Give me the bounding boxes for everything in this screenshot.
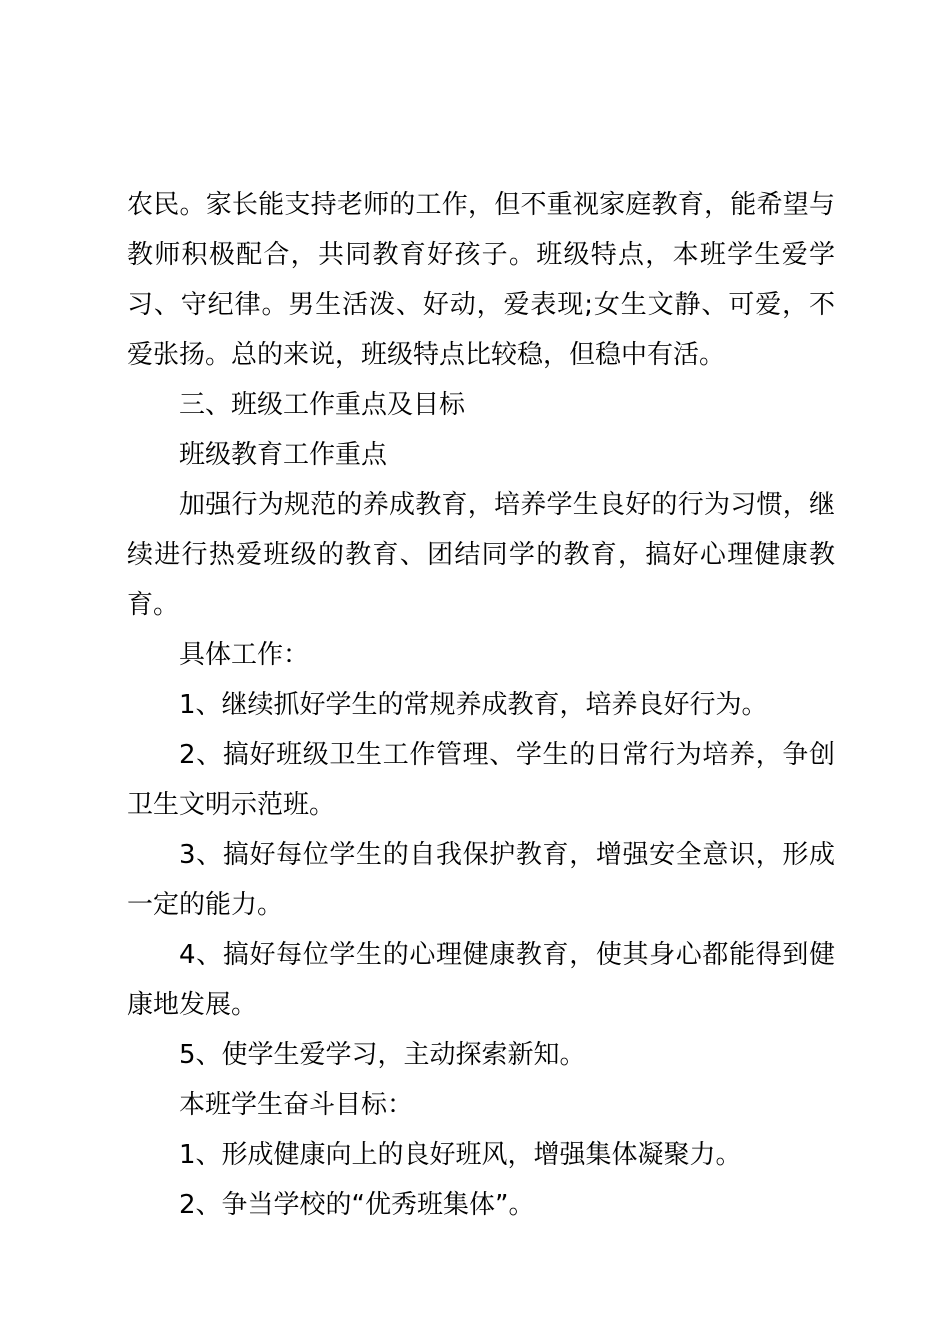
list-item-work-1: 1、继续抓好学生的常规养成教育，培养良好行为。 bbox=[179, 690, 768, 720]
subheading-class-goals: 本班学生奋斗目标： bbox=[179, 1090, 414, 1120]
list-item-work-3: 3、搞好每位学生的自我保护教育，增强安全意识，形成一定的能力。 bbox=[127, 840, 835, 920]
list-item-work-4: 4、搞好每位学生的心理健康教育，使其身心都能得到健康地发展。 bbox=[127, 940, 835, 1020]
list-item-goal-1: 1、形成健康向上的良好班风，增强集体凝聚力。 bbox=[179, 1140, 742, 1170]
section-heading-work-focus: 三、班级工作重点及目标 bbox=[179, 390, 466, 420]
list-item-work-2: 2、搞好班级卫生工作管理、学生的日常行为培养，争创卫生文明示范班。 bbox=[127, 740, 835, 820]
list-item-work-5: 5、使学生爱学习，主动探索新知。 bbox=[179, 1040, 586, 1070]
subheading-education-focus: 班级教育工作重点 bbox=[179, 440, 388, 470]
paragraph-family-class-overview: 农民。家长能支持老师的工作，但不重视家庭教育，能希望与教师积极配合，共同教育好孩子。班级特点，本班学生爱学习、守纪律。男生活泼、好动，爱表现;女生文静、可爱，不爱张扬。总的来说，班级特点比较稳，但稳中有活。 bbox=[127, 190, 835, 370]
subheading-specific-work: 具体工作： bbox=[179, 640, 310, 670]
document-body bbox=[127, 180, 835, 1230]
list-item-goal-2: 2、争当学校的“优秀班集体”。 bbox=[179, 1190, 535, 1220]
paragraph-education-focus: 加强行为规范的养成教育，培养学生良好的行为习惯，继续进行热爱班级的教育、团结同学的教育，搞好心理健康教育。 bbox=[127, 490, 835, 620]
